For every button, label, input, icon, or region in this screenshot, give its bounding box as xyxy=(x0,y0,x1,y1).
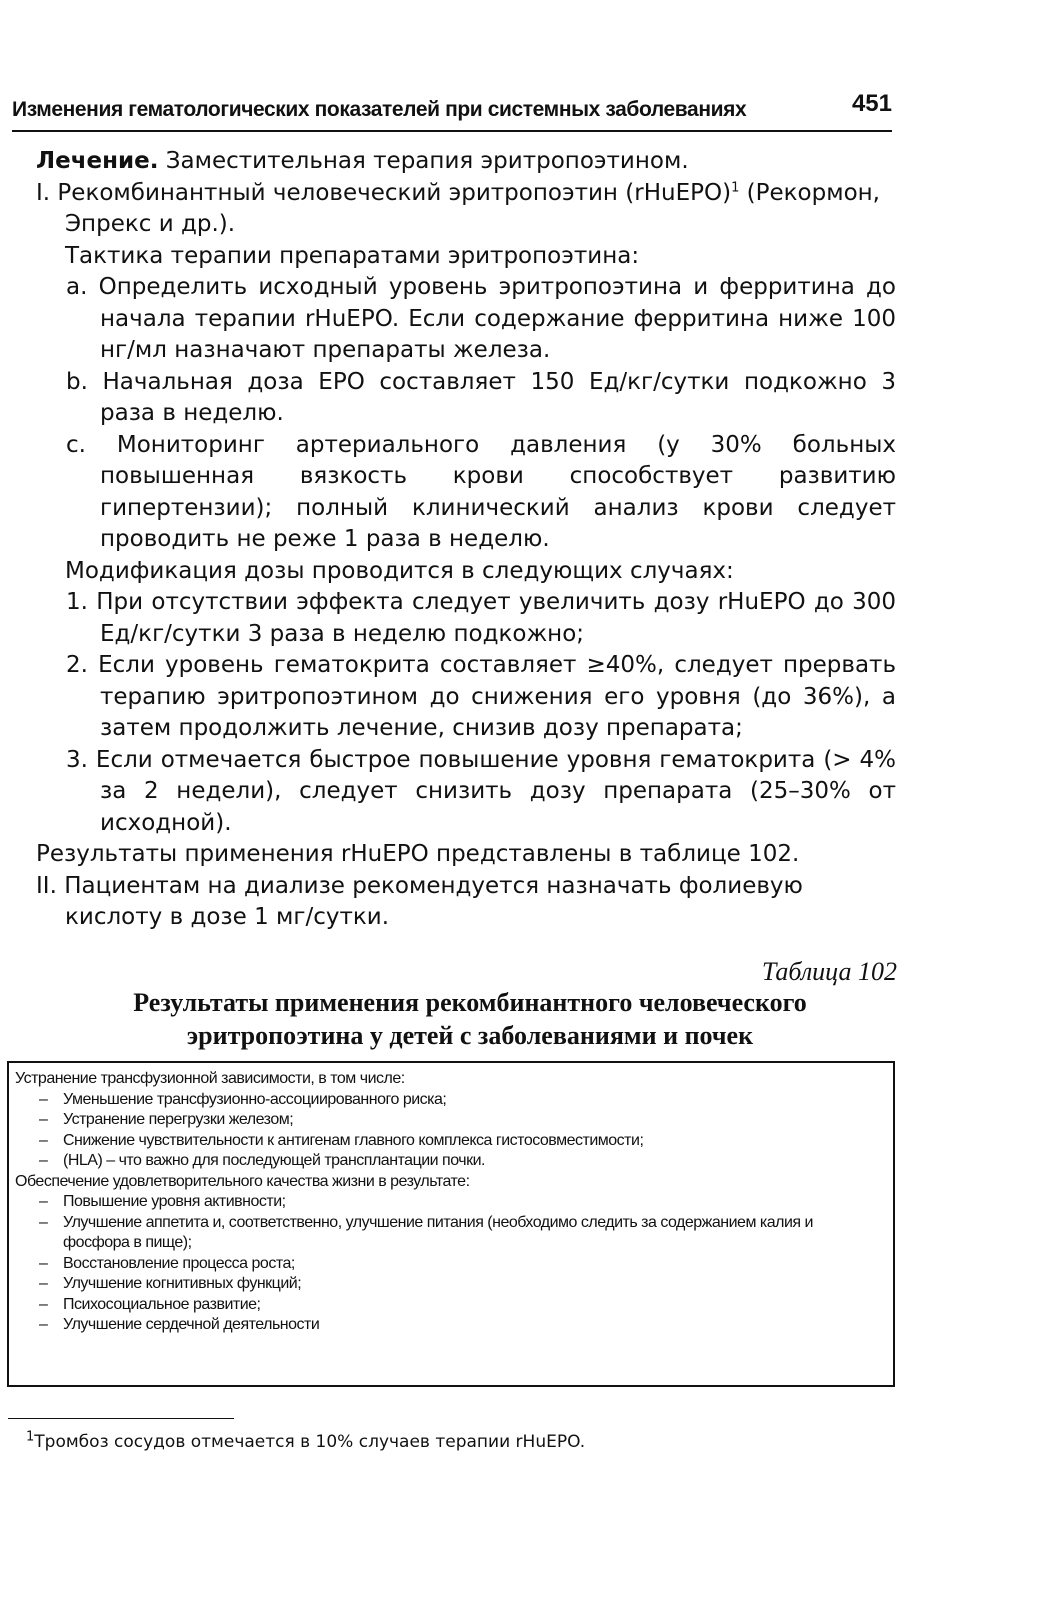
item-II xyxy=(36,871,896,934)
dash-marker: – xyxy=(39,1254,48,1272)
section-1-heading: Устранение трансфузионной зависимости, в том числе: xyxy=(15,1070,405,1087)
dash-marker: – xyxy=(39,1316,48,1333)
table-item-text: Восстановление процесса роста; xyxy=(63,1254,295,1272)
table-item-text: Повышение уровня активности; xyxy=(63,1193,286,1210)
footnote-ref: 1 xyxy=(731,179,740,195)
table-list-item xyxy=(15,1151,883,1172)
treatment-text: Заместительная терапия эритропоэтином. xyxy=(158,148,689,174)
dash-marker: – xyxy=(39,1152,48,1169)
running-header-title: Изменения гематологических показателей при системных заболеваниях xyxy=(12,98,747,121)
table-title-line-1: Результаты применения рекомбинантного человеческого xyxy=(133,988,807,1017)
table-item-text: Уменьшение трансфузионно-ассоциированного риска; xyxy=(63,1090,447,1108)
page-number: 451 xyxy=(851,90,892,117)
item-I-marker: I. xyxy=(36,179,51,206)
treatment-label: Лечение. xyxy=(36,148,159,174)
modification-2-marker: 2. xyxy=(66,652,88,678)
table-item-text: Улучшение сердечной деятельности xyxy=(63,1316,320,1333)
tactics-heading: Тактика терапии препаратами эритропоэтина: xyxy=(65,242,640,269)
tactic-a-text: Определить исходный уровень эритропоэтина и ферритина до начала терапии rHuEPO. Если содержание ферритина ниже 100 нг/мл назначают препараты железа. xyxy=(98,274,897,363)
modification-heading: Модификация дозы проводится в следующих случаях: xyxy=(65,557,734,584)
table-label: Таблица 102 xyxy=(761,957,897,986)
item-II-marker: II. xyxy=(36,872,57,899)
dash-marker: – xyxy=(39,1213,48,1231)
table-item-text: (HLA) – что важно для последующей трансплантации почки. xyxy=(63,1152,485,1169)
item-I-text: Рекомбинантный человеческий эритропоэтин (rHuEPO) xyxy=(57,179,732,206)
results-line: Результаты применения rHuEPO представлены в таблице 102. xyxy=(36,841,800,867)
table-list-item xyxy=(15,1110,883,1131)
footnote-marker: 1 xyxy=(26,1429,35,1445)
dash-marker: – xyxy=(39,1090,48,1108)
dash-marker: – xyxy=(39,1131,48,1149)
dash-marker: – xyxy=(39,1111,48,1128)
treatment-paragraph xyxy=(36,146,896,178)
table-item-text: Снижение чувствительности к антигенам главного комплекса гистосовместимости; xyxy=(63,1131,644,1149)
table-title xyxy=(40,986,900,1052)
table-list-item xyxy=(15,1315,883,1336)
tactic-b-marker: b. xyxy=(66,368,88,395)
running-header xyxy=(12,90,892,130)
dash-marker: – xyxy=(39,1295,48,1313)
modification-1 xyxy=(36,587,896,650)
footnote xyxy=(26,1431,585,1453)
item-I-tail: (Рекормон, Эпрекс и др.). xyxy=(65,179,880,237)
results-table xyxy=(7,1061,895,1387)
table-item-text: Психосоциальное развитие; xyxy=(63,1295,261,1313)
tactic-c-text: Мониторинг артериального давления (у 30% больных повышенная вязкость крови способствует развитию гипертензии); полный клинический анализ крови следует проводить не реже 1 раза в неделю. xyxy=(100,431,896,552)
modification-2-text: Если уровень гематокрита составляет ≥40%, следует прервать терапию эритропоэтином до снижения его уровня (до 36%), а затем продолжить лечение, снизив дозу препарата; xyxy=(98,652,897,741)
modification-3 xyxy=(36,745,896,840)
table-list-item xyxy=(15,1295,883,1316)
tactic-b-text: Начальная доза EPO составляет 150 Ед/кг/сутки подкожно 3 раза в неделю. xyxy=(100,368,896,426)
item-I xyxy=(36,178,896,241)
table-item-text: Улучшение аппетита и, соответственно, улучшение питания (необходимо следить за содержанием калия и фосфора в пище); xyxy=(63,1213,813,1251)
modification-3-marker: 3. xyxy=(66,746,88,773)
body-text xyxy=(36,146,896,934)
table-list-item xyxy=(15,1213,883,1254)
table-item-text: Улучшение когнитивных функций; xyxy=(63,1275,302,1292)
table-list-item xyxy=(15,1274,883,1295)
tactic-c xyxy=(36,430,896,556)
modification-3-text: Если отмечается быстрое повышение уровня гематокрита (> 4% за 2 недели), следует снизить дозу препарата (25–30% от исходной). xyxy=(95,746,897,836)
tactic-c-marker: c. xyxy=(66,431,86,458)
item-II-text: Пациентам на диализе рекомендуется назначать фолиевую кислоту в дозе 1 мг/сутки. xyxy=(64,872,803,930)
section-2-heading: Обеспечение удовлетворительного качества жизни в результате: xyxy=(15,1172,470,1190)
dash-marker: – xyxy=(39,1193,48,1210)
modification-1-text: При отсутствии эффекта следует увеличить дозу rHuEPO до 300 Ед/кг/сутки 3 раза в неделю подкожно; xyxy=(96,589,897,647)
table-item-text: Устранение перегрузки железом; xyxy=(63,1111,294,1128)
dash-marker: – xyxy=(39,1275,48,1292)
footnote-rule xyxy=(8,1418,234,1419)
footnote-text: Тромбоз сосудов отмечается в 10% случаев терапии rHuEPO. xyxy=(34,1432,586,1452)
table-title-line-2: эритропоэтина у детей с заболеваниями и почек xyxy=(186,1021,754,1050)
tactic-a xyxy=(36,272,896,367)
table-list-item xyxy=(15,1254,883,1275)
tactic-a-marker: a. xyxy=(66,274,88,300)
table-list-item xyxy=(15,1192,883,1213)
modification-1-marker: 1. xyxy=(66,589,88,615)
table-list-item xyxy=(15,1090,883,1111)
modification-2 xyxy=(36,650,896,745)
tactic-b xyxy=(36,367,896,430)
table-list-item xyxy=(15,1131,883,1152)
header-rule xyxy=(12,130,892,132)
